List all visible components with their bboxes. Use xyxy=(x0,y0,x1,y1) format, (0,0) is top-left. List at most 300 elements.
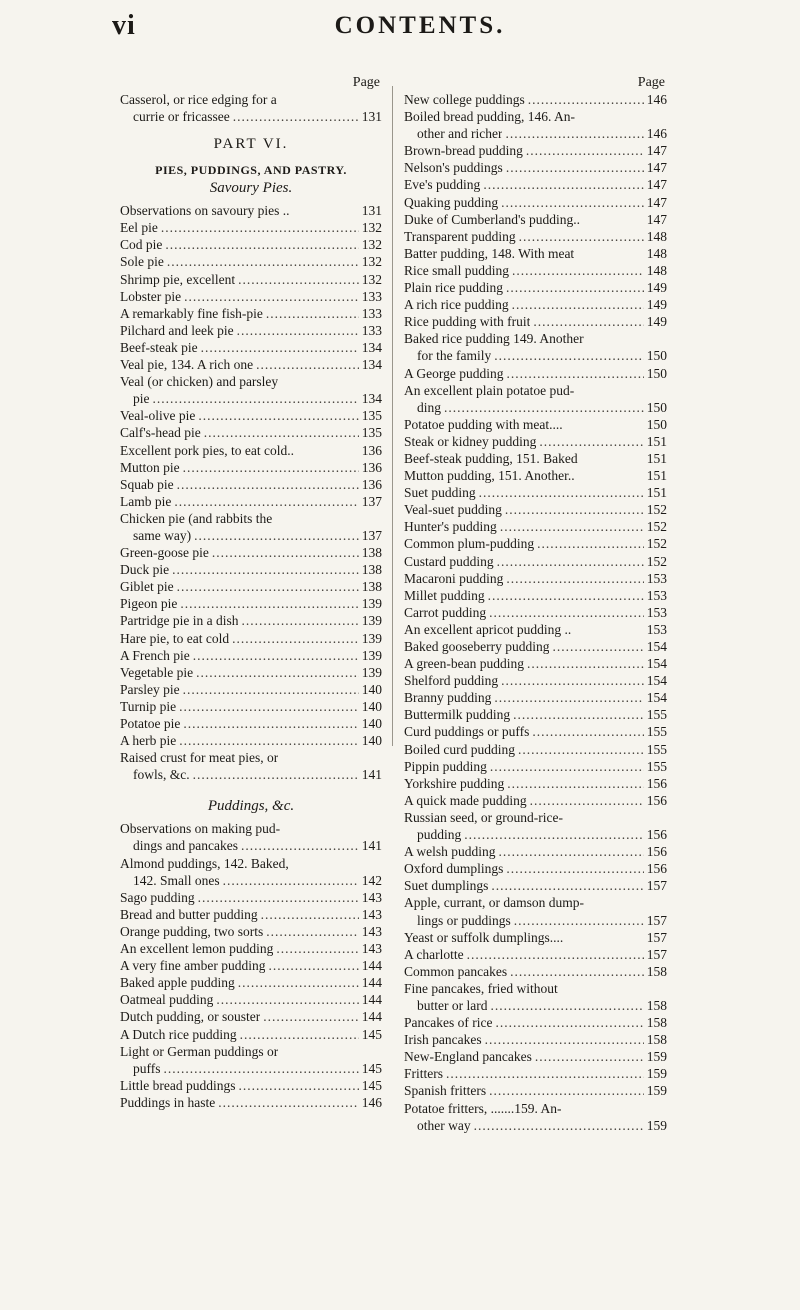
toc-entry xyxy=(404,1100,667,1134)
leader-dots xyxy=(218,1094,358,1111)
entry-page-number: 156 xyxy=(646,827,667,843)
entry-title: A green-bean pudding xyxy=(404,656,524,672)
leader-dots xyxy=(198,889,359,906)
entry-title: An excellent apricot pudding .. xyxy=(404,621,572,637)
toc-entry xyxy=(120,889,382,906)
entry-page-number: 146 xyxy=(646,92,667,107)
toc-entry xyxy=(404,108,667,142)
entry-title: Oxford dumplings xyxy=(404,861,504,877)
toc-entry xyxy=(120,1043,382,1077)
entry-title: A Dutch rice pudding xyxy=(120,1026,237,1042)
toc-entry xyxy=(404,604,667,621)
leader-dots xyxy=(276,940,358,957)
toc-entry xyxy=(404,723,667,740)
leader-dots xyxy=(238,271,359,288)
entry-title: Potatoe fritters, .......159. An- xyxy=(404,1100,562,1116)
toc-entry xyxy=(120,544,382,561)
entry-title: Suet pudding xyxy=(404,485,476,501)
leader-dots xyxy=(196,664,359,681)
entry-title: Observations on savoury pies .. xyxy=(120,203,290,219)
toc-entry xyxy=(404,313,667,330)
entry-page-number: 138 xyxy=(361,579,382,595)
entry-title: Baked gooseberry pudding xyxy=(404,639,550,654)
toc-entry xyxy=(120,1008,382,1025)
entry-title: Casserol, or rice edging for a xyxy=(120,92,277,107)
leader-dots xyxy=(193,647,359,664)
leader-dots xyxy=(180,595,358,612)
entry-page-number: 145 xyxy=(361,1026,382,1042)
entry-page-number: 144 xyxy=(361,958,382,974)
leader-dots xyxy=(512,296,644,313)
entry-title: A charlotte xyxy=(404,946,464,962)
entry-title: An excellent plain potatoe pud- xyxy=(404,382,575,398)
running-title: CONTENTS. xyxy=(334,12,506,39)
entry-title: Carrot pudding xyxy=(404,604,487,620)
toc-entry xyxy=(120,630,382,647)
leader-dots xyxy=(506,279,644,296)
toc-entry xyxy=(120,595,382,612)
entry-page-number: 157 xyxy=(646,878,667,894)
leader-dots xyxy=(266,305,359,322)
entry-title: Duck pie xyxy=(120,562,170,578)
entry-page-number: 154 xyxy=(646,639,667,654)
leader-dots xyxy=(268,957,358,974)
leader-dots xyxy=(530,792,644,809)
entry-title: Common plum-pudding xyxy=(404,536,535,552)
page-label: Page xyxy=(637,75,665,90)
entry-title: Beef-steak pie xyxy=(120,339,198,355)
leader-dots xyxy=(177,578,359,595)
entry-title: Yeast or suffolk dumplings.... xyxy=(404,929,564,945)
entry-page-number: 131 xyxy=(361,203,382,219)
entry-page-number: 153 xyxy=(646,621,667,637)
entry-title: Eve's pudding xyxy=(404,177,481,193)
toc-entry xyxy=(404,1014,667,1031)
leader-dots xyxy=(483,176,643,193)
leader-dots xyxy=(261,906,359,923)
entry-page-number: 132 xyxy=(361,220,382,236)
entry-title: Lobster pie xyxy=(120,288,182,304)
entry-page-number: 144 xyxy=(361,992,382,1008)
toc-entry xyxy=(404,877,667,894)
toc-entry xyxy=(120,1077,382,1094)
leader-dots xyxy=(488,587,644,604)
leader-dots xyxy=(507,365,644,382)
entry-title: 142. Small ones xyxy=(133,872,220,888)
leader-dots xyxy=(238,974,359,991)
entry-title: fowls, &c. xyxy=(133,767,190,783)
leader-dots xyxy=(533,313,643,330)
entry-page-number: 153 xyxy=(646,604,667,620)
toc-entry xyxy=(404,228,667,245)
entry-page-number: 140 xyxy=(361,698,382,714)
entry-page-number: 139 xyxy=(361,596,382,612)
toc-entry xyxy=(404,142,667,159)
toc-entry xyxy=(120,664,382,681)
leader-dots xyxy=(172,561,359,578)
toc-entry xyxy=(404,330,667,364)
entry-title: Squab pie xyxy=(120,476,174,492)
leader-dots xyxy=(161,219,359,236)
leader-dots xyxy=(164,1060,359,1077)
leader-dots xyxy=(528,91,644,108)
entry-title: Hare pie, to eat cold xyxy=(120,630,230,646)
entry-title: Light or German puddings or xyxy=(120,1043,279,1059)
toc-entry xyxy=(120,906,382,923)
entry-title: Fritters xyxy=(404,1066,443,1082)
entry-page-number: 139 xyxy=(361,613,382,629)
entry-title: lings or puddings xyxy=(417,912,511,928)
entry-page-number: 139 xyxy=(361,647,382,663)
leader-dots xyxy=(489,604,644,621)
leader-dots xyxy=(177,476,359,493)
entry-title: Oatmeal pudding xyxy=(120,992,214,1008)
toc-entry xyxy=(120,271,382,288)
toc-entry xyxy=(120,612,382,629)
entry-title: Potatoe pudding with meat.... xyxy=(404,416,563,432)
leader-dots xyxy=(514,912,644,929)
leader-dots xyxy=(183,681,359,698)
toc-entry xyxy=(404,296,667,313)
entry-page-number: 159 xyxy=(646,1117,667,1133)
entry-page-number: 147 xyxy=(646,143,667,159)
entry-page-number: 137 xyxy=(361,493,382,509)
leader-dots xyxy=(552,638,643,655)
pies-list xyxy=(120,202,382,783)
toc-entry xyxy=(404,450,667,467)
entry-title: Pippin pudding xyxy=(404,758,487,774)
entry-page-number: 140 xyxy=(361,716,382,731)
leader-dots xyxy=(446,1065,644,1082)
entry-page-number: 158 xyxy=(646,997,667,1013)
entry-page-number: 152 xyxy=(646,553,667,569)
leader-dots xyxy=(513,706,644,723)
toc-entry xyxy=(404,91,667,108)
entry-page-number: 138 xyxy=(361,562,382,578)
entry-title: Plain rice pudding xyxy=(404,280,503,296)
entry-title: Apple, currant, or damson dump- xyxy=(404,895,584,911)
leader-dots xyxy=(233,108,359,125)
toc-entry xyxy=(404,963,667,980)
entry-page-number: 146 xyxy=(646,126,667,142)
entry-title: Veal (or chicken) and parsley xyxy=(120,374,279,390)
entry-page-number: 143 xyxy=(361,906,382,922)
entry-page-number: 159 xyxy=(646,1049,667,1065)
entry-title: Quaking pudding xyxy=(404,194,499,210)
entry-page-number: 156 xyxy=(646,861,667,877)
entry-title: Branny pudding xyxy=(404,690,492,706)
leader-dots xyxy=(507,775,643,792)
entry-page-number: 139 xyxy=(361,630,382,646)
toc-entry xyxy=(404,946,667,963)
toc-entry xyxy=(404,655,667,672)
toc-entry xyxy=(404,1082,667,1099)
leader-dots xyxy=(510,963,644,980)
entry-title: Turnip pie xyxy=(120,698,177,714)
toc-entry xyxy=(120,561,382,578)
toc-entry xyxy=(404,706,667,723)
toc-entry xyxy=(404,638,667,655)
entry-page-number: 149 xyxy=(646,280,667,296)
toc-entry xyxy=(120,681,382,698)
toc-entry xyxy=(404,1048,667,1065)
toc-entry xyxy=(404,416,667,433)
entry-page-number: 132 xyxy=(361,271,382,287)
entry-title: Custard pudding xyxy=(404,553,494,569)
right-entries xyxy=(404,91,667,1134)
entry-title: Boiled curd pudding xyxy=(404,741,515,757)
entry-page-number: 150 xyxy=(646,348,667,364)
leader-dots xyxy=(512,262,644,279)
entry-title: Shrimp pie, excellent xyxy=(120,271,236,287)
toc-entry xyxy=(404,741,667,758)
entry-page-number: 136 xyxy=(361,459,382,475)
toc-entry xyxy=(404,792,667,809)
puddings-list xyxy=(120,820,382,1111)
leader-dots xyxy=(183,715,358,732)
entry-page-number: 141 xyxy=(361,767,382,783)
toc-entry xyxy=(120,820,382,854)
toc-entry xyxy=(404,159,667,176)
entry-title: Parsley pie xyxy=(120,681,180,697)
leader-dots xyxy=(263,1008,359,1025)
entry-page-number: 143 xyxy=(361,889,382,905)
entry-title: A rich rice pudding xyxy=(404,297,509,313)
leader-dots xyxy=(444,399,644,416)
leader-dots xyxy=(526,142,644,159)
entry-title: A remarkably fine fish-pie xyxy=(120,305,263,321)
toc-entry xyxy=(120,288,382,305)
entry-page-number: 152 xyxy=(646,502,667,518)
leader-dots xyxy=(506,570,643,587)
leader-dots xyxy=(198,407,358,424)
entry-page-number: 147 xyxy=(646,177,667,193)
leader-dots xyxy=(499,843,644,860)
entry-page-number: 147 xyxy=(646,160,667,176)
entry-title: Lamb pie xyxy=(120,493,172,509)
entry-page-number: 148 xyxy=(646,262,667,278)
entry-page-number: 134 xyxy=(361,391,382,407)
entry-title: Yorkshire pudding xyxy=(404,775,505,791)
leader-dots xyxy=(535,1048,644,1065)
entry-page-number: 133 xyxy=(361,322,382,338)
entry-title: Buttermilk pudding xyxy=(404,707,511,723)
leader-dots xyxy=(519,228,644,245)
entry-title: Giblet pie xyxy=(120,579,174,595)
entry-title: Cod pie xyxy=(120,237,163,253)
leader-dots xyxy=(474,1117,644,1134)
leader-dots xyxy=(532,723,643,740)
entry-title: dings and pancakes xyxy=(133,838,238,854)
entry-title: Observations on making pud- xyxy=(120,821,281,837)
leader-dots xyxy=(183,459,359,476)
entry-page-number: 157 xyxy=(646,929,667,945)
entry-page-number: 143 xyxy=(361,941,382,957)
entry-title: Beef-steak pudding, 151. Baked xyxy=(404,450,578,466)
entry-title: Green-goose pie xyxy=(120,545,209,561)
entry-title: Chicken pie (and rabbits the xyxy=(120,510,273,526)
entry-page-number: 149 xyxy=(646,314,667,330)
entry-title: puffs xyxy=(133,1060,161,1076)
toc-entry xyxy=(120,974,382,991)
leader-dots xyxy=(500,518,644,535)
leader-dots xyxy=(527,655,644,672)
entry-title: Rice small pudding xyxy=(404,262,509,278)
leader-dots xyxy=(505,125,643,142)
leader-dots xyxy=(505,501,644,518)
entry-title: Puddings in haste xyxy=(120,1094,216,1110)
toc-entry xyxy=(404,553,667,570)
toc-entry xyxy=(404,433,667,450)
toc-entry xyxy=(120,493,382,510)
entry-page-number: 135 xyxy=(361,425,382,441)
toc-entry xyxy=(404,211,667,228)
toc-entry xyxy=(120,940,382,957)
entry-title: Calf's-head pie xyxy=(120,425,201,441)
toc-entry xyxy=(120,339,382,356)
entry-page-number: 157 xyxy=(646,912,667,928)
toc-entry xyxy=(404,262,667,279)
entry-title: Potatoe pie xyxy=(120,716,181,731)
column-divider xyxy=(392,86,393,746)
leader-dots xyxy=(506,159,644,176)
toc-entry xyxy=(404,245,667,262)
entry-title: Duke of Cumberland's pudding.. xyxy=(404,211,581,227)
entry-title: Rice pudding with fruit xyxy=(404,314,531,330)
toc-entry xyxy=(120,647,382,664)
leader-dots xyxy=(179,698,359,715)
toc-entry xyxy=(120,698,382,715)
section-heading: PIES, PUDDINGS, AND PASTRY. xyxy=(155,163,347,178)
toc-entry xyxy=(120,476,382,493)
entry-title: An excellent lemon pudding xyxy=(120,941,274,957)
entry-page-number: 137 xyxy=(361,527,382,543)
entry-page-number: 154 xyxy=(646,673,667,689)
entry-page-number: 151 xyxy=(646,485,667,501)
toc-entry xyxy=(120,1094,382,1111)
entry-page-number: 142 xyxy=(361,872,382,888)
entry-title: Russian seed, or ground-rice- xyxy=(404,809,563,825)
entry-title: Baked rice pudding 149. Another xyxy=(404,331,584,347)
entry-page-number: 158 xyxy=(646,1015,667,1031)
entry-title: New college puddings xyxy=(404,92,525,107)
entry-page-number: 144 xyxy=(361,1009,382,1025)
toc-entry xyxy=(120,1026,382,1043)
entry-title: Steak or kidney pudding xyxy=(404,433,537,449)
entry-title: A French pie xyxy=(120,647,190,663)
entry-page-number: 155 xyxy=(646,758,667,774)
entry-title: Baked apple pudding xyxy=(120,975,235,991)
toc-entry xyxy=(120,732,382,749)
leader-dots xyxy=(153,390,359,407)
entry-title: Mutton pie xyxy=(120,459,180,475)
toc-entry xyxy=(120,749,382,783)
entry-page-number: 155 xyxy=(646,741,667,757)
toc-entry xyxy=(120,991,382,1008)
toc-entry xyxy=(404,894,667,928)
entry-title: Bread and butter pudding xyxy=(120,906,258,922)
toc-entry xyxy=(404,843,667,860)
entry-title: Shelford pudding xyxy=(404,673,499,689)
leader-dots xyxy=(490,997,643,1014)
entry-title: Pilchard and leek pie xyxy=(120,322,234,338)
entry-page-number: 153 xyxy=(646,587,667,603)
entry-title: Veal-olive pie xyxy=(120,408,196,424)
entry-page-number: 132 xyxy=(361,237,382,253)
leader-dots xyxy=(494,689,643,706)
toc-entry xyxy=(120,219,382,236)
entry-title: Spanish fritters xyxy=(404,1083,487,1099)
toc-entry xyxy=(404,382,667,416)
leader-dots xyxy=(485,1031,644,1048)
toc-entry xyxy=(120,459,382,476)
entry-title: Common pancakes xyxy=(404,963,508,979)
leader-dots xyxy=(179,732,359,749)
leader-dots xyxy=(241,837,359,854)
toc-entry xyxy=(120,510,382,544)
leader-dots xyxy=(212,544,359,561)
leader-dots xyxy=(479,484,644,501)
toc-entry xyxy=(404,1065,667,1082)
toc-entry xyxy=(404,672,667,689)
entry-page-number: 150 xyxy=(646,365,667,381)
toc-entry xyxy=(404,365,667,382)
entry-title: Veal-suet pudding xyxy=(404,502,502,518)
entry-page-number: 151 xyxy=(646,468,667,484)
entry-title: Raised crust for meat pies, or xyxy=(120,750,279,766)
leader-dots xyxy=(240,1026,359,1043)
entry-page-number: 143 xyxy=(361,923,382,939)
toc-entry xyxy=(404,176,667,193)
toc-entry xyxy=(404,621,667,638)
entry-title: Veal pie, 134. A rich one xyxy=(120,357,254,373)
leader-dots xyxy=(184,288,359,305)
entry-title: Sole pie xyxy=(120,254,164,270)
entry-title: butter or lard xyxy=(417,997,488,1013)
leader-dots xyxy=(506,860,643,877)
entry-page-number: 151 xyxy=(646,433,667,449)
entry-title: Pigeon pie xyxy=(120,596,178,612)
entry-title: Little bread puddings xyxy=(120,1077,236,1093)
entry-page-number: 144 xyxy=(361,975,382,991)
entry-page-number: 152 xyxy=(646,519,667,535)
entry-page-number: 145 xyxy=(361,1060,382,1076)
toc-entry xyxy=(404,279,667,296)
entry-title: Curd puddings or puffs xyxy=(404,724,530,740)
entry-page-number: 147 xyxy=(646,194,667,210)
entry-title: New-England pancakes xyxy=(404,1049,532,1065)
toc-entry xyxy=(120,202,382,219)
entry-page-number: 147 xyxy=(646,211,667,227)
entry-page-number: 159 xyxy=(646,1066,667,1082)
leader-dots xyxy=(491,877,643,894)
entry-title: Boiled bread pudding, 146. An- xyxy=(404,109,575,125)
entry-page-number: 138 xyxy=(361,545,382,561)
leader-dots xyxy=(501,672,644,689)
entry-title: Transparent pudding xyxy=(404,228,516,244)
entry-title: for the family xyxy=(417,348,492,364)
entry-page-number: 135 xyxy=(361,408,382,424)
entry-title: pie xyxy=(133,391,150,407)
left-column xyxy=(120,74,382,1111)
toc-entry xyxy=(120,253,382,270)
toc-entry xyxy=(404,689,667,706)
entry-title: Macaroni pudding xyxy=(404,570,504,586)
leader-dots xyxy=(495,1014,643,1031)
toc-entry xyxy=(120,91,382,125)
toc-entry xyxy=(404,501,667,518)
page-header xyxy=(0,10,800,50)
